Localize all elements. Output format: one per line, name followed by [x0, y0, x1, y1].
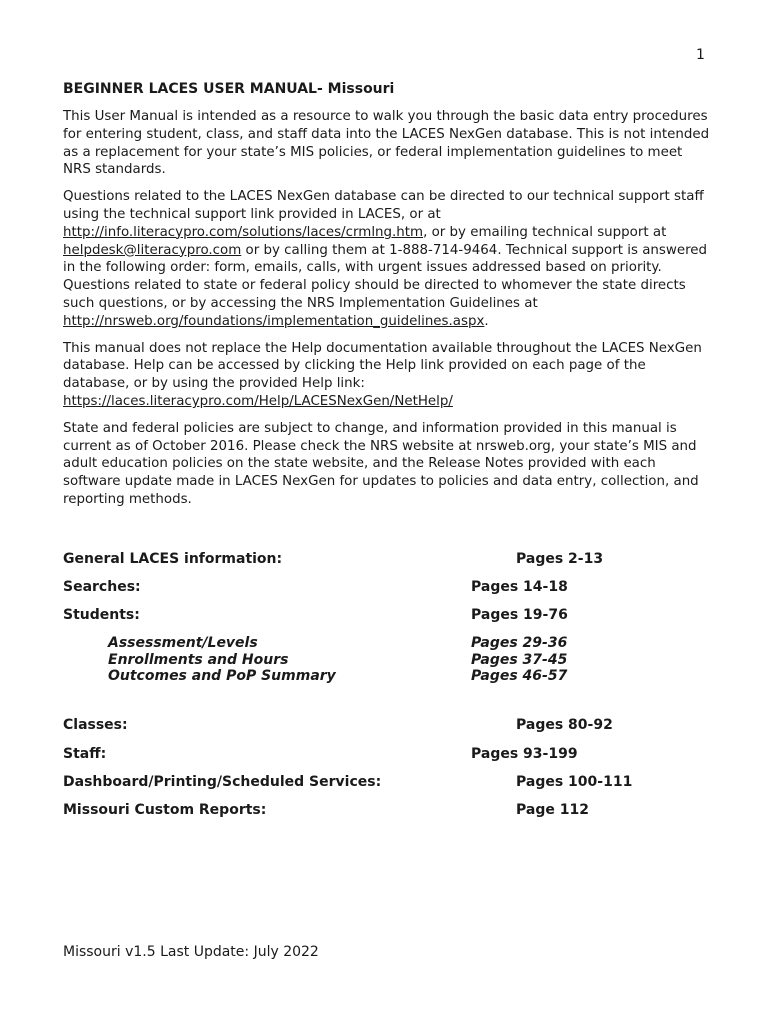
toc-pages: Pages 19-76 [471, 607, 568, 623]
toc-row-staff [63, 746, 703, 774]
nrs-guidelines-link[interactable]: http://nrsweb.org/foundations/implementation_guidelines.aspx [63, 313, 485, 329]
toc-row-outcomes [63, 668, 703, 685]
toc-row-searches [63, 579, 703, 607]
toc-pages: Pages 93-199 [471, 746, 578, 762]
page-number: 1 [696, 47, 705, 63]
toc-pages: Pages 2-13 [516, 551, 604, 567]
page-footer: Missouri v1.5 Last Update: July 2022 [63, 944, 319, 960]
toc-label: Dashboard/Printing/Scheduled Services: [63, 774, 382, 790]
toc-pages: Pages 37-45 [471, 651, 568, 668]
helpdesk-email-link[interactable]: helpdesk@literacypro.com [63, 242, 242, 258]
toc-label: General LACES information: [63, 551, 283, 567]
toc-row-classes [63, 717, 703, 746]
toc-label: Searches: [63, 579, 141, 595]
policy-paragraph: State and federal policies are subject to change, and information provided in this manual is current as of October 2016. Please check the NRS website at nrsweb.org, your state’s MIS and adult education policies on the state website, and the Release Notes provided with each software update made in LACES NexGen for updates to policies and data entry, collection, and reporting methods. [63, 420, 699, 507]
toc-label: Staff: [63, 746, 107, 762]
support-text-d: . [484, 313, 489, 329]
document-body [63, 80, 713, 518]
toc-label: Enrollments and Hours [108, 651, 289, 668]
help-text: This manual does not replace the Help documentation available throughout the LACES NexGen database. Help can be accessed by clicking the Help link provided on each page of the database, or by using the provided Help link: [63, 340, 702, 392]
support-text-b: , or by emailing technical support at [423, 224, 667, 240]
intro-paragraph: This User Manual is intended as a resource to walk you through the basic data entry procedures for entering student, class, and staff data into the LACES NexGen database. This is not intended as a replacement for your state’s MIS policies, or federal implementation guidelines to meet NRS standards. [63, 109, 710, 178]
document-title: BEGINNER LACES USER MANUAL- Missouri [63, 81, 395, 97]
toc-label: Students: [63, 607, 140, 623]
toc-label: Assessment/Levels [108, 635, 258, 651]
toc-row-dashboard [63, 774, 703, 802]
toc-pages: Pages 14-18 [471, 579, 568, 595]
toc-row-general [63, 551, 703, 579]
table-of-contents [63, 551, 703, 830]
toc-pages: Pages 80-92 [516, 717, 613, 733]
support-text-a: Questions related to the LACES NexGen database can be directed to our technical support staff using the technical support link provided in LACES, or at [63, 189, 704, 222]
toc-pages: Pages 100-111 [516, 774, 633, 790]
support-link[interactable]: http://info.literacypro.com/solutions/laces/crmlng.htm [63, 224, 424, 240]
toc-label: Missouri Custom Reports: [63, 802, 267, 818]
support-paragraph [63, 188, 713, 330]
toc-row-custom-reports [63, 802, 703, 830]
toc-row-students [63, 607, 703, 635]
toc-pages: Page 112 [516, 802, 589, 818]
toc-students-subsections [63, 635, 703, 717]
help-link[interactable]: https://laces.literacypro.com/Help/LACESNexGen/NetHelp/ [63, 393, 453, 409]
toc-row-enrollments [63, 652, 703, 669]
help-paragraph [63, 340, 713, 411]
toc-pages: Pages 46-57 [471, 668, 568, 684]
toc-label: Classes: [63, 717, 128, 733]
support-text-c: or by calling them at 1-888-714-9464. Technical support is answered in the following order: form, emails, calls, with urgent issues addressed based on priority. Questions related to state or federal policy should be directed to whomever the state directs such questions, or by accessing the NRS Implementation Guidelines at [63, 242, 708, 311]
toc-pages: Pages 29-36 [471, 635, 568, 651]
toc-row-assessment [63, 635, 703, 652]
toc-label: Outcomes and PoP Summary [108, 668, 336, 684]
